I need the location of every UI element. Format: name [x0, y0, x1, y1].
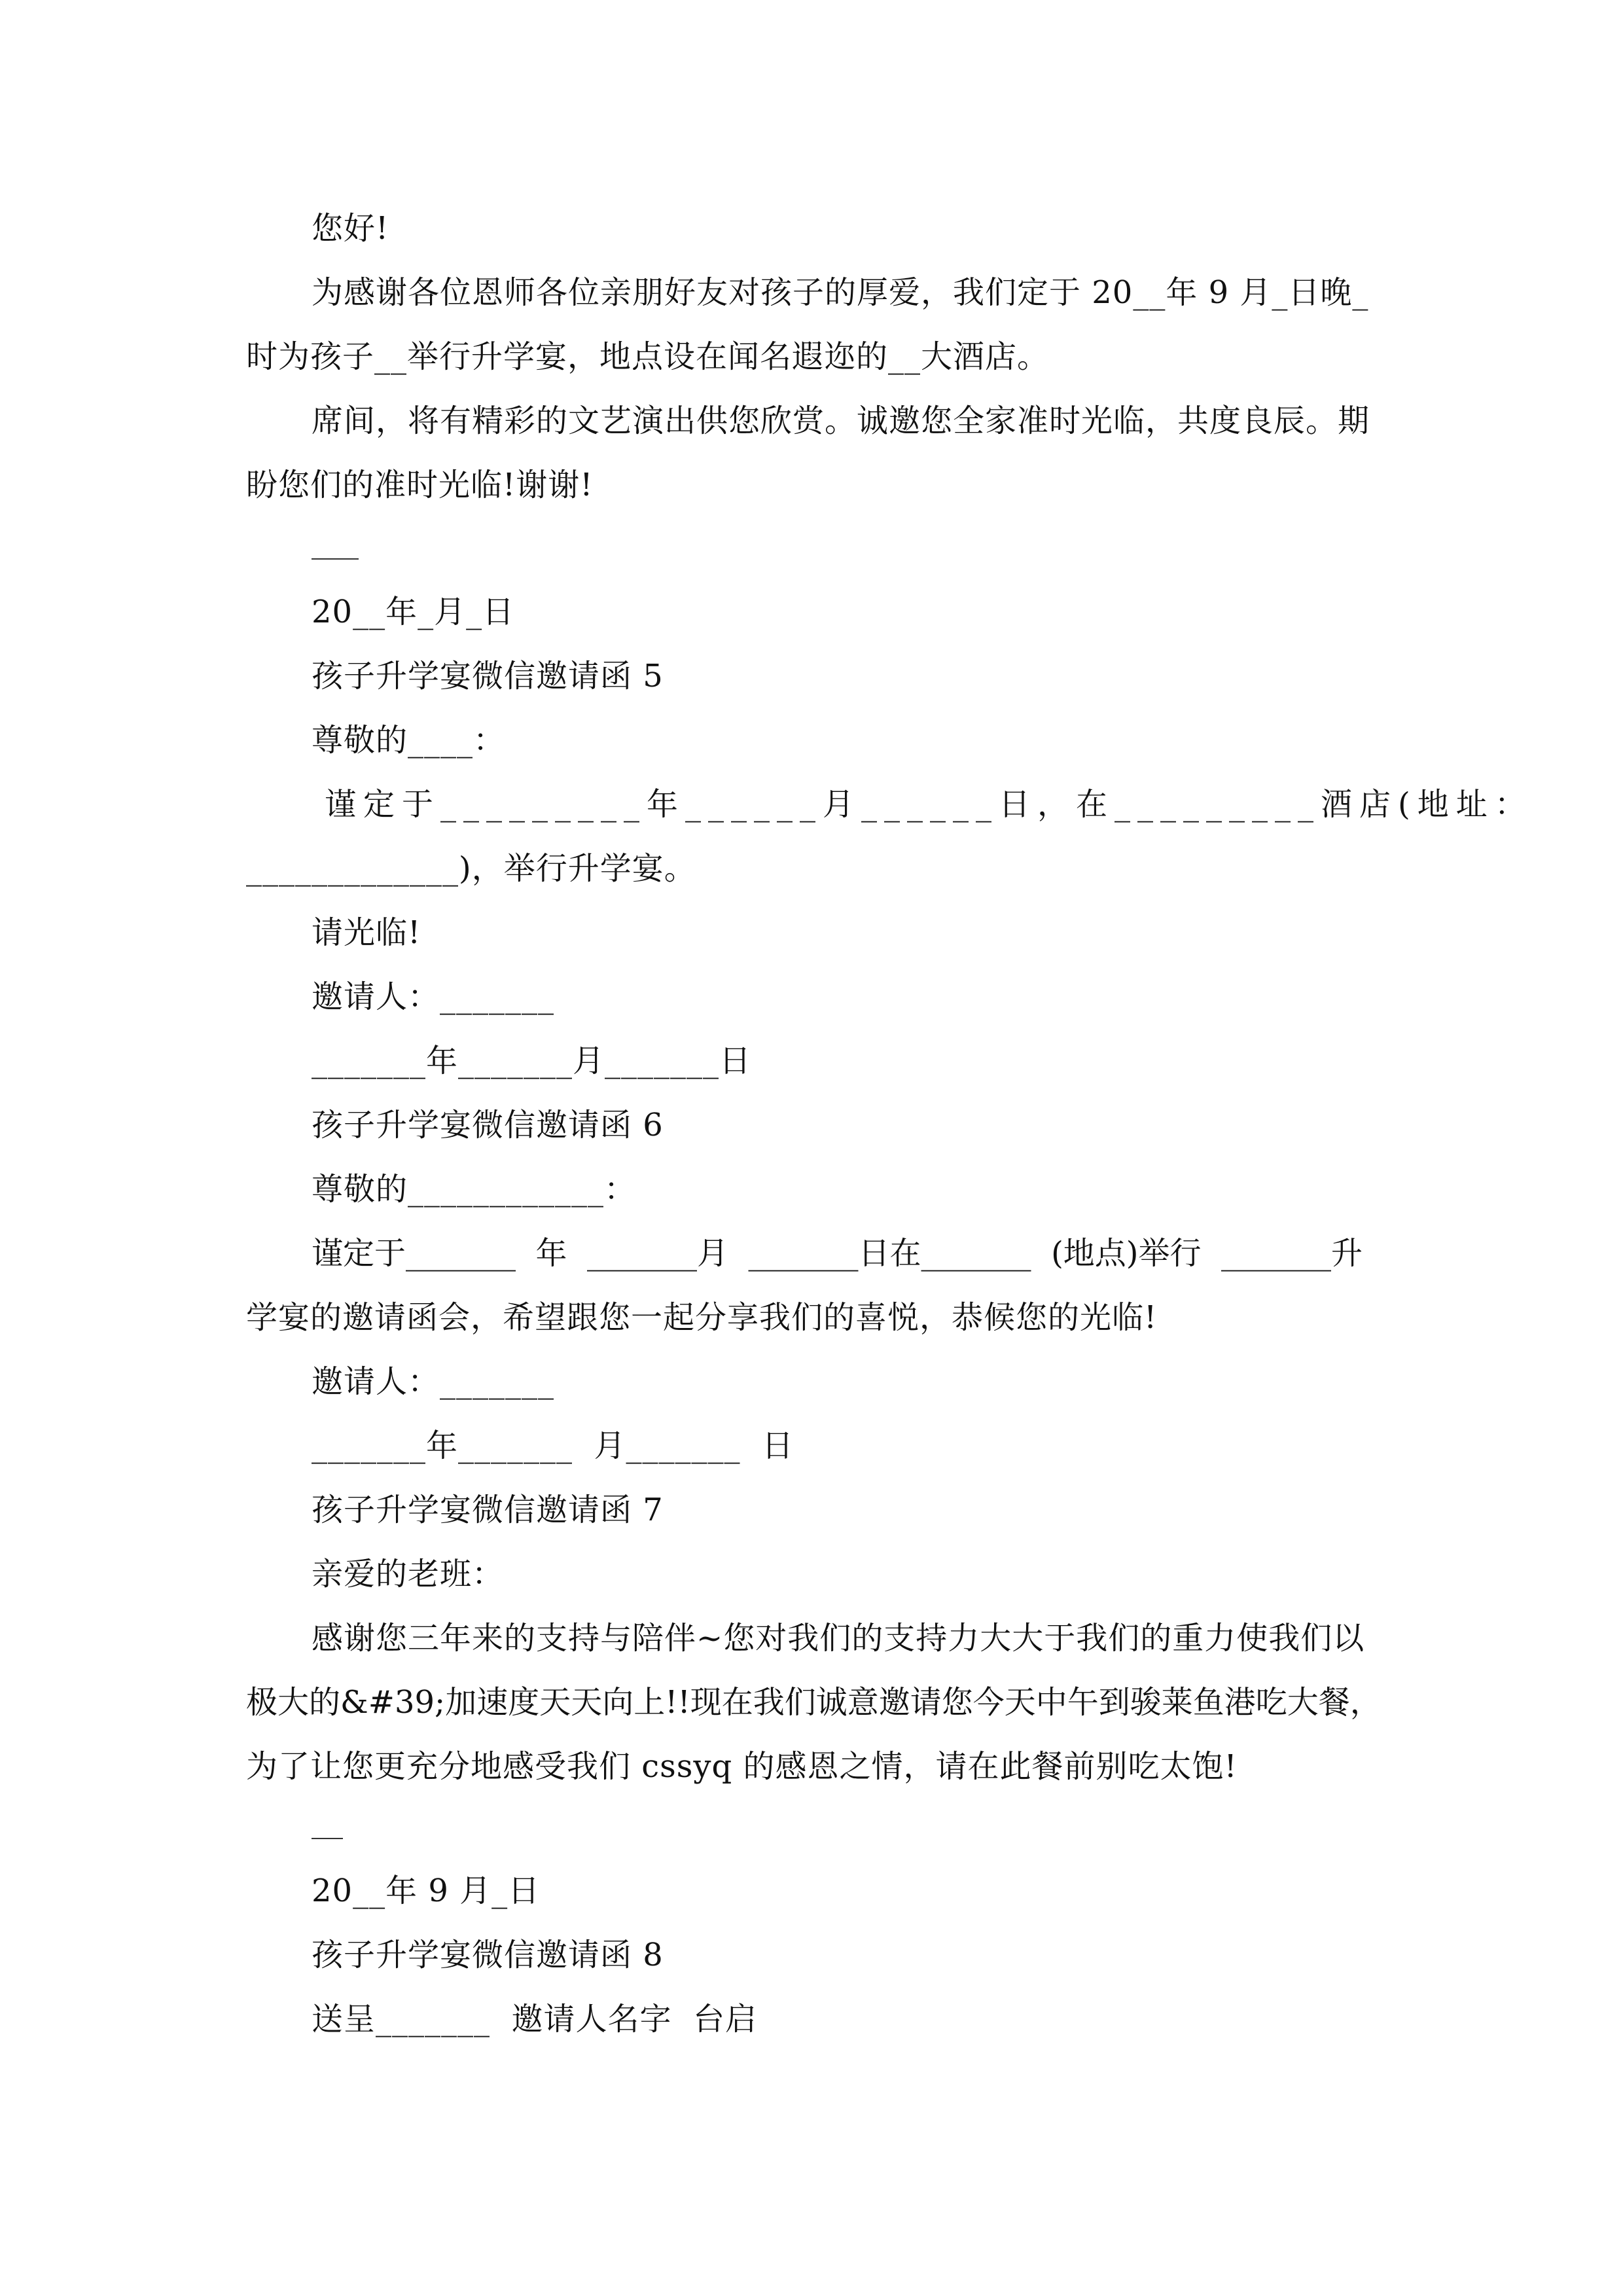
section-title: 孩子升学宴微信邀请函 6: [312, 1107, 664, 1143]
letter-date: _______年_______月_______日: [312, 1043, 752, 1079]
body-paragraph-line: 极大的&#39;加速度天天向上!!现在我们诚意邀请您今天中午到骏莱鱼港吃大餐，: [246, 1684, 1382, 1721]
body-paragraph-line: 盼您们的准时光临!谢谢!: [246, 467, 594, 503]
signature-rule: [312, 558, 359, 560]
greeting: 您好!: [312, 210, 389, 247]
signature-rule: [312, 1838, 343, 1839]
section-title: 孩子升学宴微信邀请函 7: [312, 1492, 664, 1528]
delivery-line: 送呈_______ 邀请人名字 台启: [312, 2001, 758, 2037]
inviter-line: 邀请人：_______: [312, 978, 555, 1015]
letter-date: 20__年_月_日: [312, 594, 515, 630]
body-paragraph-line: 为感谢各位恩师各位亲朋好友对孩子的厚爱，我们定于 20__年 9 月_日晚_: [312, 274, 1369, 311]
body-paragraph-line: 时为孩子__举行升学宴，地点设在闻名遐迩的__大酒店。: [246, 338, 1050, 375]
letter-date: 20__年 9 月_日: [312, 1873, 541, 1909]
salutation: 亲爱的老班：: [312, 1556, 505, 1592]
closing: 请光临!: [312, 914, 421, 951]
salutation: 尊敬的____________：: [312, 1171, 637, 1208]
body-paragraph-line: 谨定于_________年______月______日，在_________酒店(地址：: [325, 786, 1533, 823]
body-paragraph-line: 席间，将有精彩的文艺演出供您欣赏。诚邀您全家准时光临，共度良辰。期: [312, 403, 1370, 439]
body-paragraph-line: 感谢您三年来的支持与陪伴~您对我们的支持力大大于我们的重力使我们以: [312, 1620, 1365, 1657]
salutation: 尊敬的____：: [312, 722, 506, 759]
letter-date: _______年_______ 月_______ 日: [312, 1427, 794, 1464]
body-paragraph-line: _____________)，举行升学宴。: [246, 850, 696, 887]
section-title: 孩子升学宴微信邀请函 8: [312, 1937, 664, 1973]
body-paragraph-line: 为了让您更充分地感受我们 cssyq 的感恩之情，请在此餐前别吃太饱!: [246, 1748, 1238, 1785]
body-paragraph-line: 学宴的邀请函会，希望跟您一起分享我们的喜悦，恭候您的光临!: [246, 1299, 1158, 1336]
body-paragraph-line: 谨定于_______ 年 _______月 _______日在_______ (地点)举行 _______升: [312, 1235, 1363, 1272]
inviter-line: 邀请人：_______: [312, 1363, 555, 1400]
section-title: 孩子升学宴微信邀请函 5: [312, 658, 664, 694]
